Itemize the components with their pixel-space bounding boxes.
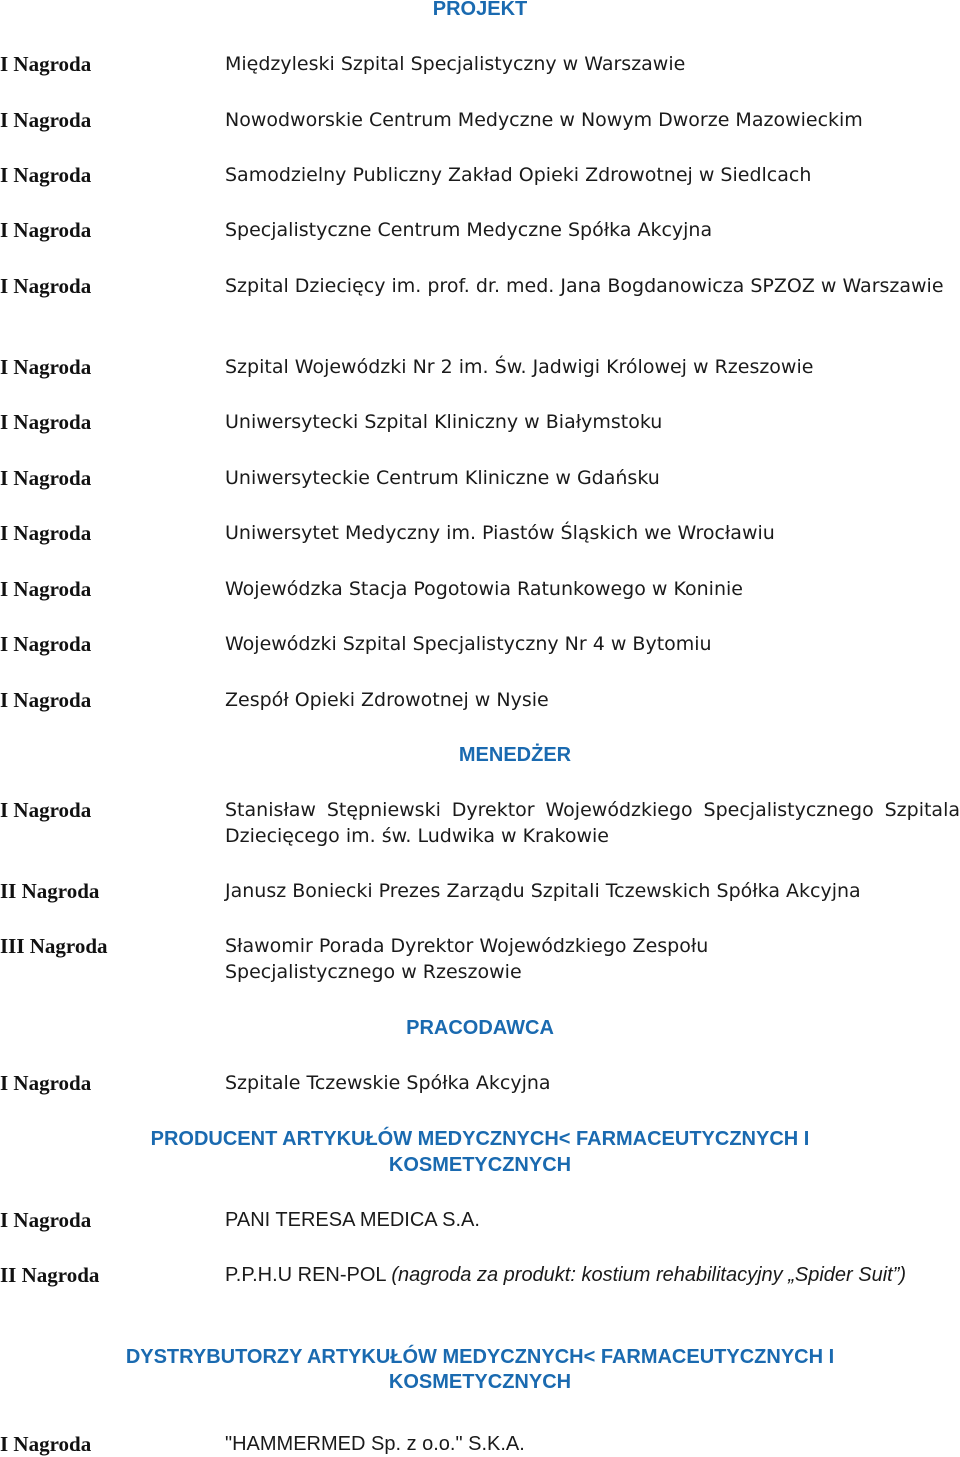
- awardee-entry: [225, 1262, 960, 1288]
- section-heading-producent-cont: KOSMETYCZNYCH: [388, 1154, 572, 1176]
- awardee-name: Stanisław Stępniewski Dyrektor Wojewódzkiego Specjalistycznego Szpitala Dziecięcego im. św. Ludwika w Krakowie: [225, 799, 960, 847]
- awardee-name: Specjalistyczne Centrum Medyczne Spółka Akcyjna: [225, 219, 713, 241]
- list-item: [0, 354, 960, 380]
- awardee-name: PANI TERESA MEDICA S.A.: [225, 1209, 480, 1231]
- list-item: [0, 217, 960, 243]
- award-label: I Nagroda: [0, 274, 92, 298]
- list-item: [0, 273, 960, 299]
- list-item: [0, 631, 960, 657]
- list-item: [0, 576, 960, 602]
- award-label: I Nagroda: [0, 163, 92, 187]
- list-item: [0, 797, 960, 849]
- award-label: I Nagroda: [0, 577, 92, 601]
- awardee-name: Uniwersytet Medyczny im. Piastów Śląskich we Wrocławiu: [225, 522, 775, 544]
- list-item: [0, 520, 960, 546]
- award-label: I Nagroda: [0, 521, 92, 545]
- award-label: II Nagroda: [0, 879, 100, 903]
- list-item: [0, 878, 960, 904]
- list-item: [0, 51, 960, 77]
- awardee-name: Uniwersyteckie Centrum Kliniczne w Gdańsku: [225, 467, 660, 489]
- award-label: I Nagroda: [0, 632, 92, 656]
- awardee-name: Janusz Boniecki Prezes Zarządu Szpitali Tczewskich Spółka Akcyjna: [225, 880, 861, 902]
- award-label: I Nagroda: [0, 108, 92, 132]
- list-item: [0, 409, 960, 435]
- awardee-name: Międzyleski Szpital Specjalistyczny w Warszawie: [225, 53, 686, 75]
- awardee-name: Wojewódzki Szpital Specjalistyczny Nr 4 w Bytomiu: [225, 633, 712, 655]
- award-label: I Nagroda: [0, 1208, 92, 1232]
- award-label: I Nagroda: [0, 52, 92, 76]
- list-item: [0, 107, 960, 133]
- award-label: I Nagroda: [0, 466, 92, 490]
- awardee-name: Samodzielny Publiczny Zakład Opieki Zdrowotnej w Siedlcach: [225, 164, 812, 186]
- award-label: I Nagroda: [0, 798, 92, 822]
- list-item: [0, 1262, 960, 1288]
- list-item: [0, 1431, 960, 1457]
- awardee-name: Sławomir Porada Dyrektor Wojewódzkiego Zespołu Specjalistycznego w Rzeszowie: [225, 935, 709, 983]
- section-heading-pracodawca: PRACODAWCA: [406, 1017, 554, 1039]
- award-label: I Nagroda: [0, 355, 92, 379]
- list-item: [0, 687, 960, 713]
- section-heading-projekt: PROJEKT: [432, 0, 528, 20]
- section-heading-dystrybutorzy: DYSTRYBUTORZY ARTYKUŁÓW MEDYCZNYCH< FARMACEUTYCZNYCH I: [125, 1346, 835, 1368]
- section-heading-dystrybutorzy-cont: KOSMETYCZNYCH: [388, 1371, 572, 1393]
- award-label: I Nagroda: [0, 1432, 92, 1456]
- section-heading-menedzer: MENEDŻER: [458, 744, 572, 766]
- award-label: II Nagroda: [0, 1263, 100, 1287]
- list-item: [0, 465, 960, 491]
- awardee-name: Szpital Dziecięcy im. prof. dr. med. Jana Bogdanowicza SPZOZ w Warszawie: [225, 275, 944, 297]
- award-label: I Nagroda: [0, 218, 92, 242]
- awardee-name: "HAMMERMED Sp. z o.o." S.K.A.: [225, 1433, 525, 1455]
- award-label: I Nagroda: [0, 1071, 92, 1095]
- list-item: [0, 1207, 960, 1233]
- awardee-name: Uniwersytecki Szpital Kliniczny w Białymstoku: [225, 411, 663, 433]
- award-label: III Nagroda: [0, 934, 108, 958]
- list-item: [0, 162, 960, 188]
- award-note: (nagroda za produkt: kostium rehabilitacyjny „Spider Suit”): [391, 1264, 907, 1286]
- awardee-name: Zespół Opieki Zdrowotnej w Nysie: [225, 689, 549, 711]
- section-heading-producent: PRODUCENT ARTYKUŁÓW MEDYCZNYCH< FARMACEUTYCZNYCH I: [150, 1128, 810, 1150]
- awardee-name: P.P.H.U REN-POL: [225, 1264, 392, 1286]
- awardee-name: Szpital Wojewódzki Nr 2 im. Św. Jadwigi Królowej w Rzeszowie: [225, 356, 814, 378]
- award-label: I Nagroda: [0, 688, 92, 712]
- awardee-name: Szpitale Tczewskie Spółka Akcyjna: [225, 1072, 551, 1094]
- list-item: [0, 933, 960, 985]
- list-item: [0, 1070, 960, 1096]
- award-label: I Nagroda: [0, 410, 92, 434]
- awardee-name: Wojewódzka Stacja Pogotowia Ratunkowego w Koninie: [225, 578, 743, 600]
- awardee-name: Nowodworskie Centrum Medyczne w Nowym Dworze Mazowieckim: [225, 109, 863, 131]
